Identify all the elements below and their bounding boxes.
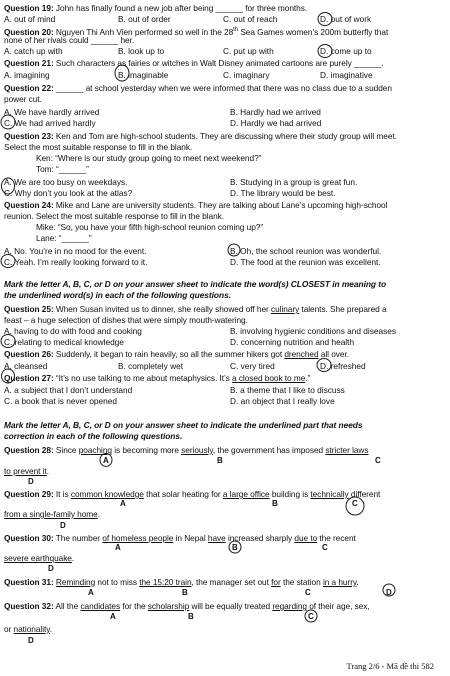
q29-line2-end: . (97, 509, 101, 519)
q23-option-b[interactable]: B. Studying in a group is great fun. (230, 177, 358, 187)
q28-underline-a: poaching (78, 445, 112, 455)
q29-underline-c: technically (310, 489, 349, 499)
q24-text2: reunion. Select the most suitable response to fill in the blank. (4, 211, 225, 221)
q21-text: Such characters as fairies or witches in Walt Disney animated cartoons are purely ______. (55, 58, 384, 68)
q31-underline-a: Reminding (55, 577, 96, 587)
q27-option-d[interactable]: D. an object that I really love (230, 396, 335, 406)
answer-circle-q24-b (228, 244, 240, 256)
q28-letter-b[interactable]: B (217, 456, 223, 465)
answer-circle-q20 (318, 45, 332, 58)
q31-letter-d[interactable]: D (386, 588, 392, 597)
q26-option-d[interactable]: D. refreshed (320, 361, 366, 371)
q30-underline-a: of homeless people (102, 533, 174, 543)
q31-letter-b[interactable]: B (182, 588, 188, 597)
q19-option-a[interactable]: A. out of mind (4, 14, 56, 24)
q30-letter-b[interactable]: B (232, 543, 238, 552)
q25-line2: feast – a huge selection of dishes that were simply mouth-watering. (4, 315, 248, 325)
answer-circle-q30 (229, 541, 241, 553)
answer-circle-q25 (1, 335, 15, 348)
q22-option-c[interactable]: C. We had arrived hardly (4, 118, 96, 128)
q28-underline-d: to prevent it (4, 466, 47, 476)
q20-text2: Sea Games women’s 200m butterfly that (238, 26, 389, 37)
q26-underlined: drenched (284, 349, 319, 359)
q29-underline-d: from a single-family home (4, 509, 98, 519)
q32-label: Question 32: (4, 601, 54, 611)
q21-option-a[interactable]: A. imagining (4, 70, 50, 80)
q23-option-c[interactable]: C. Why don’t you look at the atlas? (4, 188, 133, 198)
q31-word1: not to miss (95, 577, 140, 587)
answer-circle-q29 (346, 497, 364, 515)
q30-letter-d[interactable]: D (48, 564, 54, 573)
q31-word2: , the manager set out (191, 577, 272, 587)
q24-mike: Mike: “So, you have your fifth high-school reunion coming up?” (36, 222, 264, 232)
q21-option-c[interactable]: C. imaginary (223, 70, 270, 80)
q19-option-c[interactable]: C. out of reach (223, 14, 278, 24)
q20-option-a[interactable]: A. catch up with (4, 46, 63, 56)
q32-word3: will be equally treated (189, 601, 273, 611)
q31-letter-c[interactable]: C (305, 588, 311, 597)
instruction-error-line1: Mark the letter A, B, C, or D on your answer sheet to indicate the underlined part that needs (4, 420, 363, 430)
answer-circle-q23 (2, 178, 15, 194)
q27-option-b[interactable]: B. a theme that I like to discuss (230, 385, 345, 395)
q23-tom: Tom: “______” (36, 164, 89, 174)
q32-letter-d[interactable]: D (28, 636, 34, 645)
q23-text2: Select the most suitable response to fill in the blank. (4, 142, 193, 152)
q29-letter-a[interactable]: A (120, 499, 126, 508)
q32-word1: All the (55, 601, 81, 611)
q32-line2-end: . (49, 624, 53, 634)
q26-text2: all over. (318, 349, 349, 359)
q24-label: Question 24: (4, 200, 54, 210)
q24-option-a[interactable]: A. No. You’re in no mood for the event. (4, 246, 147, 256)
q32-underline-c: regarding (272, 601, 307, 611)
q29-word1: It is (55, 489, 71, 499)
q31-label: Question 31: (4, 577, 54, 587)
q27-text2: .” (305, 373, 311, 383)
q22-text2: power cut. (4, 94, 42, 104)
instruction-error-line2: correction in each of the following questions. (4, 431, 183, 441)
answer-circle-q27 (2, 369, 15, 383)
q25-label: Question 25: (4, 304, 54, 314)
q30-line2-end: . (71, 553, 75, 563)
q29-word2: that solar heating for (143, 489, 223, 499)
q31-word4: . (356, 577, 359, 587)
q30-word1: The number (55, 533, 103, 543)
q30-letter-a[interactable]: A (115, 543, 121, 552)
q30-label: Question 30: (4, 533, 54, 543)
q28-underline-b: seriously (181, 445, 213, 455)
q30-underline-b: have (207, 533, 226, 543)
q22-option-a[interactable]: A. We have hardly arrived (4, 107, 100, 117)
q23-label: Question 23: (4, 131, 54, 141)
q24-text1: Mike and Lane are university students. They are talking about Lane’s upcoming high-school (55, 200, 388, 210)
q26-option-a[interactable]: A. cleansed (4, 361, 48, 371)
q29-letter-c[interactable]: C (352, 499, 358, 508)
q30-letter-c[interactable]: C (322, 543, 328, 552)
q20-option-d[interactable]: D. come up to (320, 46, 372, 56)
q24-lane: Lane: “______” (36, 233, 92, 243)
answer-circle-q31 (383, 584, 395, 596)
q29-letter-d[interactable]: D (60, 521, 66, 530)
q30-word4: the recent (317, 533, 356, 543)
q32-letter-b[interactable]: B (188, 612, 194, 621)
q28-word2: is becoming more (111, 445, 182, 455)
answer-circle-q19 (318, 13, 332, 26)
q27-option-a[interactable]: A. a subject that I don’t understand (4, 385, 133, 395)
q28-underline-c: stricter laws (325, 445, 369, 455)
q31-underline-b: the 15:20 train (139, 577, 192, 587)
q19-option-d[interactable]: D. out of work (320, 14, 372, 24)
q23-option-d[interactable]: D. The library would be best. (230, 188, 336, 198)
q28-word3: , the government has imposed (212, 445, 326, 455)
q32-letter-a[interactable]: A (110, 612, 116, 621)
answer-circle-q26 (317, 359, 331, 372)
q28-word1: Since (55, 445, 79, 455)
q31-underline-d: in a hurry (322, 577, 357, 587)
q20-sup: th (233, 27, 239, 33)
q22-option-b[interactable]: B. Hardly had we arrived (230, 107, 321, 117)
q20-text1: Nguyen Thi Anh Vien performed so well in the 28 (55, 26, 234, 37)
q27-option-c[interactable]: C. a book that is never opened (4, 396, 118, 406)
answer-circle-q32 (305, 610, 317, 622)
q24-option-d[interactable]: D. The food at the reunion was excellent. (230, 257, 381, 267)
q22-label: Question 22: (4, 83, 54, 93)
q29-letter-b[interactable]: B (272, 499, 278, 508)
page-footer: Trang 2/6 - Mã đề thi 582 (346, 661, 434, 671)
q28-line2-end: . (46, 466, 49, 476)
answer-circle-q24 (1, 255, 15, 268)
instruction-closest-line2: the underlined word(s) in each of the following questions. (4, 290, 231, 300)
q29-underline-a: common knowledge (70, 489, 144, 499)
q20-label: Question 20: (4, 26, 54, 37)
q32-line2-start: or (4, 624, 14, 634)
q25-option-d[interactable]: D. concerning nutrition and health (230, 337, 355, 347)
q26-option-b[interactable]: B. completely wet (118, 361, 184, 371)
q25-option-c[interactable]: C. relating to medical knowledge (4, 337, 124, 347)
q32-underline-d: nationality (13, 624, 50, 634)
q21-label: Question 21: (4, 58, 54, 68)
q20-text3: none of her rivals could ______ her. (4, 35, 135, 45)
q31-word3: the station (280, 577, 323, 587)
q19-label: Question 19: (4, 3, 54, 13)
answer-circle-q21 (115, 65, 129, 81)
q32-underline-b: scholarship (147, 601, 190, 611)
q20-option-c[interactable]: C. put up with (223, 46, 274, 56)
q30-underline-d: severe earthquake (4, 553, 72, 563)
q32-word4: of their age, sex, (306, 601, 370, 611)
q19-text: John has finally found a new job after being ______ for three months. (55, 3, 308, 13)
q25-option-a[interactable]: A. having to do with food and cooking (4, 326, 142, 336)
q28-letter-c[interactable]: C (375, 456, 381, 465)
q21-option-b[interactable]: B. imaginable (118, 70, 169, 80)
instruction-closest-line1: Mark the letter A, B, C, or D on your answer sheet to indicate the word(s) CLOSEST in meaning to (4, 279, 387, 289)
q32-letter-c[interactable]: C (308, 612, 314, 621)
q30-word3: increased sharply (225, 533, 295, 543)
q28-letter-d[interactable]: D (28, 477, 34, 486)
q23-ken: Ken: “Where is our study group going to meet next weekend?” (36, 153, 262, 163)
q27-text1: “It’s no use talking to me about metaphysics. It’s (55, 373, 232, 383)
q30-word2: in Nepal (173, 533, 208, 543)
q28-letter-a[interactable]: A (103, 456, 109, 465)
q29-word3: building is (269, 489, 311, 499)
q31-underline-c: for (271, 577, 281, 587)
q24-option-b[interactable]: B. Oh, the school reunion was wonderful. (230, 246, 382, 256)
q21-option-d[interactable]: D. imaginative (320, 70, 373, 80)
q26-option-c[interactable]: C. very tired (230, 361, 275, 371)
q25-text1: When Susan invited us to dinner, she really showed off her (55, 304, 271, 314)
q23-text1: Ken and Tom are high-school students. They are discussing where their study group will meet. (55, 131, 397, 141)
q31-letter-a[interactable]: A (88, 588, 94, 597)
q25-text2: talents. She prepared a (299, 304, 387, 314)
q25-underlined: culinary (270, 304, 300, 314)
q19-option-b[interactable]: B. out of order (118, 14, 171, 24)
q26-label: Question 26: (4, 349, 54, 359)
q27-label: Question 27: (4, 373, 54, 383)
q30-underline-c: due to (294, 533, 318, 543)
q32-word2: for the (120, 601, 148, 611)
q32-underline-a: candidates (80, 601, 121, 611)
answer-circle-q22 (1, 115, 15, 129)
q29-label: Question 29: (4, 489, 54, 499)
q29-underline-b: a large office (222, 489, 270, 499)
q29-word4: different (348, 489, 381, 499)
q27-underlined: a closed book to me (232, 373, 306, 383)
q22-text1: ______ at school yesterday when we were informed that there was no class due to a sudden (55, 83, 392, 93)
q28-label: Question 28: (4, 445, 54, 455)
answer-circle-q28 (100, 454, 112, 467)
q20-option-b[interactable]: B. look up to (118, 46, 165, 56)
q22-option-d[interactable]: D. Hardly we had arrived (230, 118, 322, 128)
q23-option-a[interactable]: A. We are too busy on weekdays. (4, 177, 128, 187)
q26-text1: Suddenly, it began to rain heavily, so all the summer hikers got (55, 349, 285, 359)
q25-option-b[interactable]: B. involving hygienic conditions and diseases (230, 326, 397, 336)
q24-option-c[interactable]: C. Yeah. I’m really looking forward to it. (4, 257, 148, 267)
